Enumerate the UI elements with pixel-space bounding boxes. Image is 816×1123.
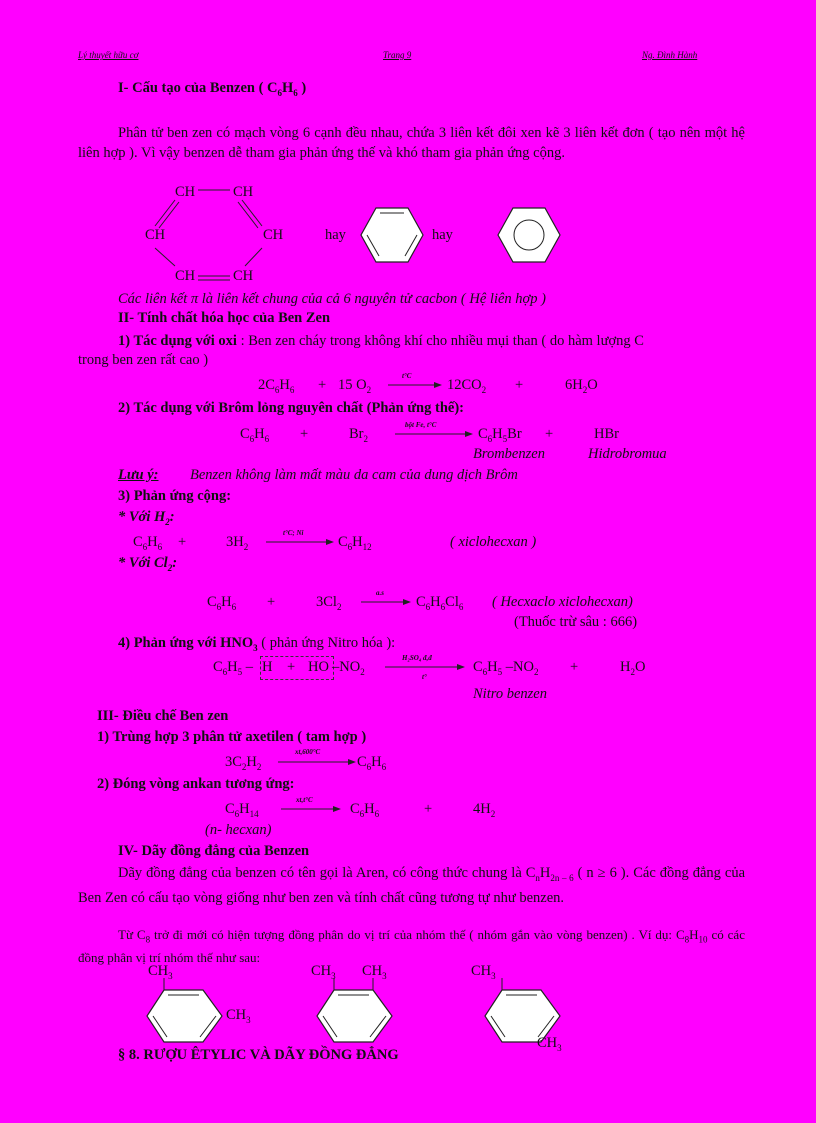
meta-ch3-right: $CH_3$: [362, 963, 387, 981]
m2-plus: +: [424, 801, 433, 817]
header-left: Lý thuyết hữu cơ: [78, 50, 139, 60]
r3-cl2-plus: +: [267, 594, 276, 610]
r2-reactant-bromine: $Br_2$: [349, 426, 368, 444]
reaction-2-title: 2) Tác dụng với Brôm lỏng nguyên chất (Phản ứng thế):: [118, 400, 464, 416]
pi-bond-note: Các liên kết π là liên kết chung của cả 6 nguyên tử cacbon ( Hệ liên hợp ): [118, 291, 546, 307]
section-2-title: II- Tính chất hóa học của Ben Zen: [118, 310, 331, 326]
r1-reactant-benzene: $2C_6H_6$: [258, 377, 295, 395]
m2-reactant: $C_6H_{14}$: [225, 801, 259, 819]
r1-arrow: [388, 380, 442, 390]
section-4-paragraph-1: Dãy đồng đẳng của benzen có tên gọi là Aren, có công thức chung là $C_nH_{2n - 6}$ ( n ≥ 6 ). Các đồng đẳng của Ben Zen có cấu tạo vòng giống như ben zen và tính chất cũng tương tự như benzen.: [78, 865, 746, 906]
r2-arrow: [395, 429, 473, 439]
method-2-title: 2) Đóng vòng ankan tương ứng:: [97, 776, 295, 792]
meta-ch3-left: $CH_3$: [311, 963, 336, 981]
r2-plus-1: +: [300, 426, 309, 442]
r2-plus-2: +: [545, 426, 554, 442]
r3-h2-condition: t°C; Ni: [283, 529, 304, 537]
m2-arrow: [281, 804, 341, 814]
ch-top-left: CH: [175, 184, 196, 200]
m2-condition: xt,t°C: [296, 796, 313, 804]
r3-h2-reactant-benzene: $C_6H_6$: [133, 534, 163, 552]
r3-cl2-arrow: [361, 597, 411, 607]
r4-product-nitrobenzene: $C_6H_5$ $-NO_2$: [473, 659, 539, 677]
reaction-4-title: 4) Phản ứng với $HNO_3$ ( phản ứng Nitro hóa ):: [118, 635, 396, 653]
r1-plus-1: +: [318, 377, 327, 393]
r4-name: Nitro benzen: [473, 686, 547, 702]
section-4-title: IV- Dãy đồng đẳng của Benzen: [118, 843, 310, 859]
m1-arrow: [278, 757, 356, 767]
m2-name: (n- hecxan): [205, 822, 272, 838]
r2-name-hidrobromua: Hidrobromua: [588, 446, 667, 462]
ortho-ch3-side: $CH_3$: [226, 1007, 251, 1025]
section-4-paragraph-2: Từ $C_8$ trở đi mới có hiện tượng đồng phân do vị trí của nhóm thế ( nhóm gắn vào vòng benzen) . Ví dụ: $C_8H_{10}$ có các đồng phân vị trí nhóm thế như sau:: [78, 927, 745, 965]
r3-h2-label: * Với $H_2$:: [118, 509, 175, 527]
r3-h2-plus: +: [178, 534, 187, 550]
r4-h: H: [262, 659, 273, 675]
r4-plus-2: +: [570, 659, 579, 675]
m2-product-h2: $4H_2$: [473, 801, 496, 819]
r2-reactant-benzene: $C_6H_6$: [240, 426, 270, 444]
r3-cl2-condition: a.s: [376, 589, 384, 597]
r1-product-water: $6H_2O$: [565, 377, 598, 395]
header-right: Ng. Đình Hành: [642, 50, 698, 60]
reaction-3-title: 3) Phản ứng cộng:: [118, 488, 232, 504]
method-1-title: 1) Trùng hợp 3 phân tử axetilen ( tam hợp ): [97, 729, 367, 745]
r1-plus-2: +: [515, 377, 524, 393]
r4-arrow: [385, 662, 465, 672]
benzene-circle-hexagon: [497, 206, 561, 264]
r4-ho: HO: [308, 659, 329, 675]
r3-h2-reactant-h2: $3H_2$: [226, 534, 249, 552]
r4-product-water: $H_2O$: [620, 659, 646, 677]
hay-1: hay: [325, 227, 346, 243]
para-ch3-top: $CH_3$: [471, 963, 496, 981]
ch-mid-left: CH: [145, 227, 166, 243]
r2-condition: bột Fe, t°C: [405, 421, 437, 429]
ortho-ch3-top: $CH_3$: [148, 963, 173, 981]
m1-reactant: $3C_2H_2$: [225, 754, 262, 772]
hay-2: hay: [432, 227, 453, 243]
r3-h2-product: $C_6H_{12}$: [338, 534, 372, 552]
r2-product-hbr: HBr: [594, 426, 619, 442]
r3-cl2-product: $C_6H_6Cl_6$: [416, 594, 464, 612]
ch-bottom-left: CH: [175, 268, 196, 284]
section-8-title: § 8. RƯỢU ÊTYLIC VÀ DÃY ĐỒNG ĐẲNG: [118, 1047, 399, 1063]
header-center: Trang 9: [383, 50, 412, 60]
r2-product-brombenzen: $C_6H_5Br$: [478, 426, 522, 444]
r1-product-co2: $12CO_2$: [447, 377, 487, 395]
r4-no2: $-NO_2$: [332, 659, 365, 677]
ortho-xylene-ring: [145, 978, 225, 1044]
reaction-1-line-2: trong ben zen rất cao ): [78, 352, 209, 368]
r3-h2-arrow: [266, 537, 334, 547]
section-3-title: III- Điều chế Ben zen: [97, 708, 229, 724]
r3-cl2-name-2: (Thuốc trừ sâu : 666): [514, 614, 638, 630]
luu-y-label: Lưu ý:: [118, 467, 159, 483]
m1-product: $C_6H_6$: [357, 754, 387, 772]
r1-condition: t°C: [402, 372, 412, 380]
r4-plus: +: [287, 659, 296, 675]
ch-mid-right: CH: [263, 227, 284, 243]
r3-cl2-name: ( Hecxaclo xiclohecxan): [492, 594, 633, 610]
m1-condition: xt,600°C: [295, 748, 321, 756]
r3-cl2-reactant-cl2: $3Cl_2$: [316, 594, 342, 612]
r2-name-brombenzen: Brombenzen: [473, 446, 545, 462]
r1-reactant-oxygen: 15 $O_2$: [338, 377, 372, 395]
meta-xylene-ring: [315, 978, 395, 1044]
ch-top-right: CH: [233, 184, 254, 200]
r3-cl2-reactant-benzene: $C_6H_6$: [207, 594, 237, 612]
section-1-title: I- Cấu tạo của Benzen ( $C_6H_6$ ): [118, 80, 307, 98]
para-ch3-bottom: $CH_3$: [537, 1035, 562, 1053]
benzene-kekule-hexagon: [360, 206, 424, 264]
section-1-paragraph: Phân tử ben zen có mạch vòng 6 cạnh đều nhau, chứa 3 liên kết đôi xen kẽ 3 liên kết đơn ( tạo nên một hệ liên hợp ). Vì vậy benzen dễ tham gia phản ứng thế và khó tham gia phản ứng cộng.: [78, 125, 745, 161]
ch-bottom-right: CH: [233, 268, 254, 284]
r4-condition-top: H₂SO₄ đ,đ: [402, 654, 432, 662]
m2-product-benzene: $C_6H_6$: [350, 801, 380, 819]
reaction-1-line: 1) Tác dụng với oxi : Ben zen cháy trong không khí cho nhiều mụi than ( do hàm lượng C: [118, 333, 644, 349]
r4-condition-bottom: t°: [422, 673, 427, 681]
r4-reactant-benzene: $C_6H_5$ –: [213, 659, 254, 677]
luu-y-text: Benzen không làm mất màu da cam của dung dịch Brôm: [190, 467, 518, 483]
r3-cl2-label: * Với $Cl_2$:: [118, 555, 178, 573]
r3-h2-name: ( xiclohecxan ): [450, 534, 537, 550]
